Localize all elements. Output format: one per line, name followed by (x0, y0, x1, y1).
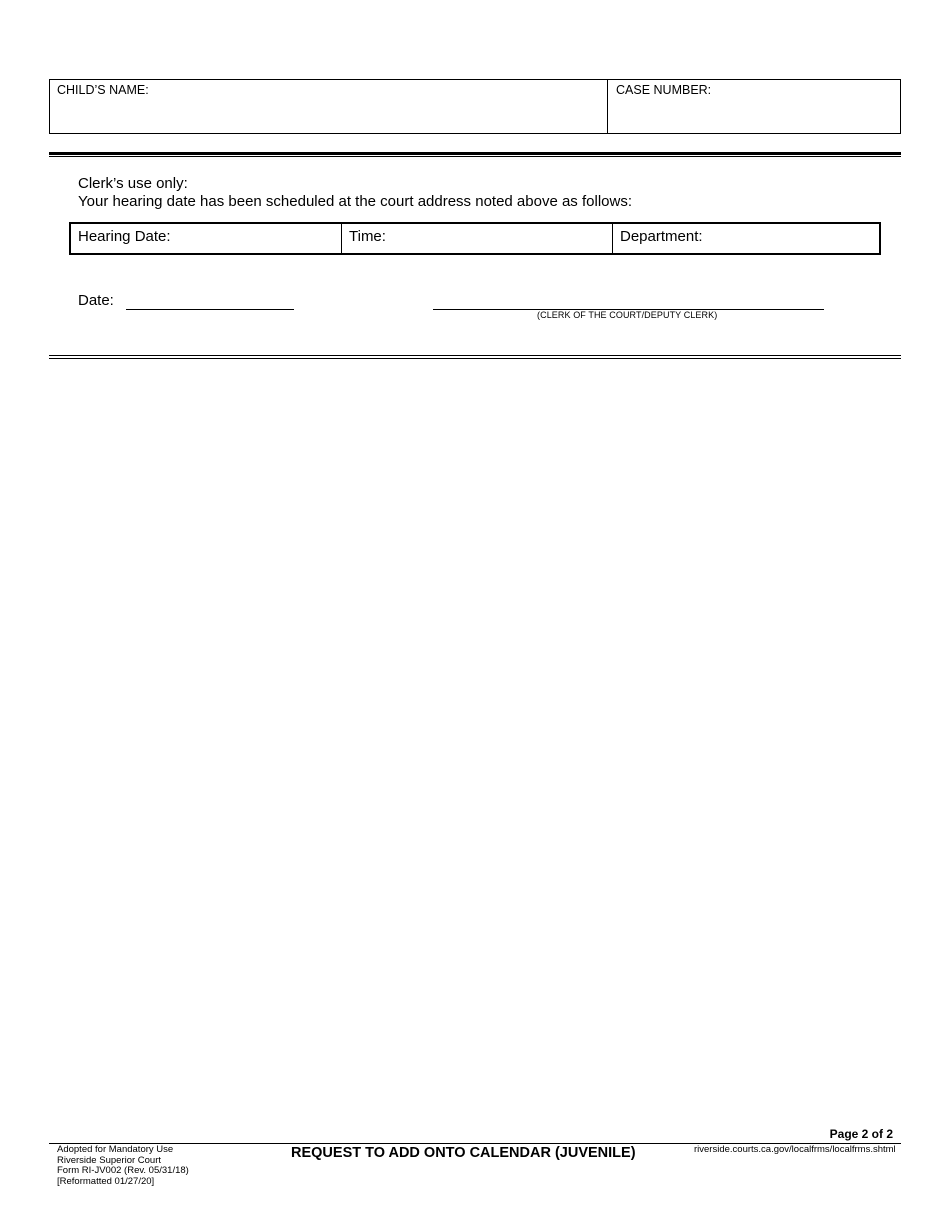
department-label: Department: (620, 228, 703, 245)
form-title: REQUEST TO ADD ONTO CALENDAR (JUVENILE) (291, 1145, 636, 1161)
time-cell (342, 224, 613, 253)
section-rule-thick (49, 152, 901, 155)
date-label: Date: (78, 292, 114, 309)
clerk-signature-caption: (CLERK OF THE COURT/DEPUTY CLERK) (537, 310, 718, 320)
form-number: Form RI-JV002 (Rev. 05/31/18) (57, 1165, 189, 1176)
case-header-box (49, 79, 901, 134)
clerk-section-rule-bottom (49, 358, 901, 359)
clerk-use-only-label: Clerk’s use only: (78, 175, 188, 192)
case-number-label: CASE NUMBER: (616, 83, 712, 97)
adopted-line-1: Adopted for Mandatory Use (57, 1144, 174, 1155)
reformatted-date: [Reformatted 01/27/20] (57, 1175, 155, 1187)
clerk-section-rule-top (49, 355, 901, 356)
hearing-date-cell (71, 224, 342, 253)
adopted-line-2: Riverside Superior Court (57, 1154, 162, 1166)
child-name-label: CHILD’S NAME: (57, 83, 149, 97)
header-divider (607, 79, 608, 134)
section-rule-thin (49, 156, 901, 157)
department-cell (613, 224, 879, 253)
date-line[interactable] (126, 309, 294, 310)
page-number: Page 2 of 2 (829, 1127, 893, 1141)
court-url[interactable]: riverside.courts.ca.gov/localfrms/localfrms.shtml (694, 1144, 896, 1155)
hearing-date-label: Hearing Date: (78, 228, 171, 245)
hearing-info-table (69, 222, 881, 255)
hearing-scheduled-text: Your hearing date has been scheduled at the court address noted above as follows: (78, 193, 632, 210)
time-label: Time: (349, 228, 386, 245)
footer-adoption-info (57, 1145, 189, 1187)
